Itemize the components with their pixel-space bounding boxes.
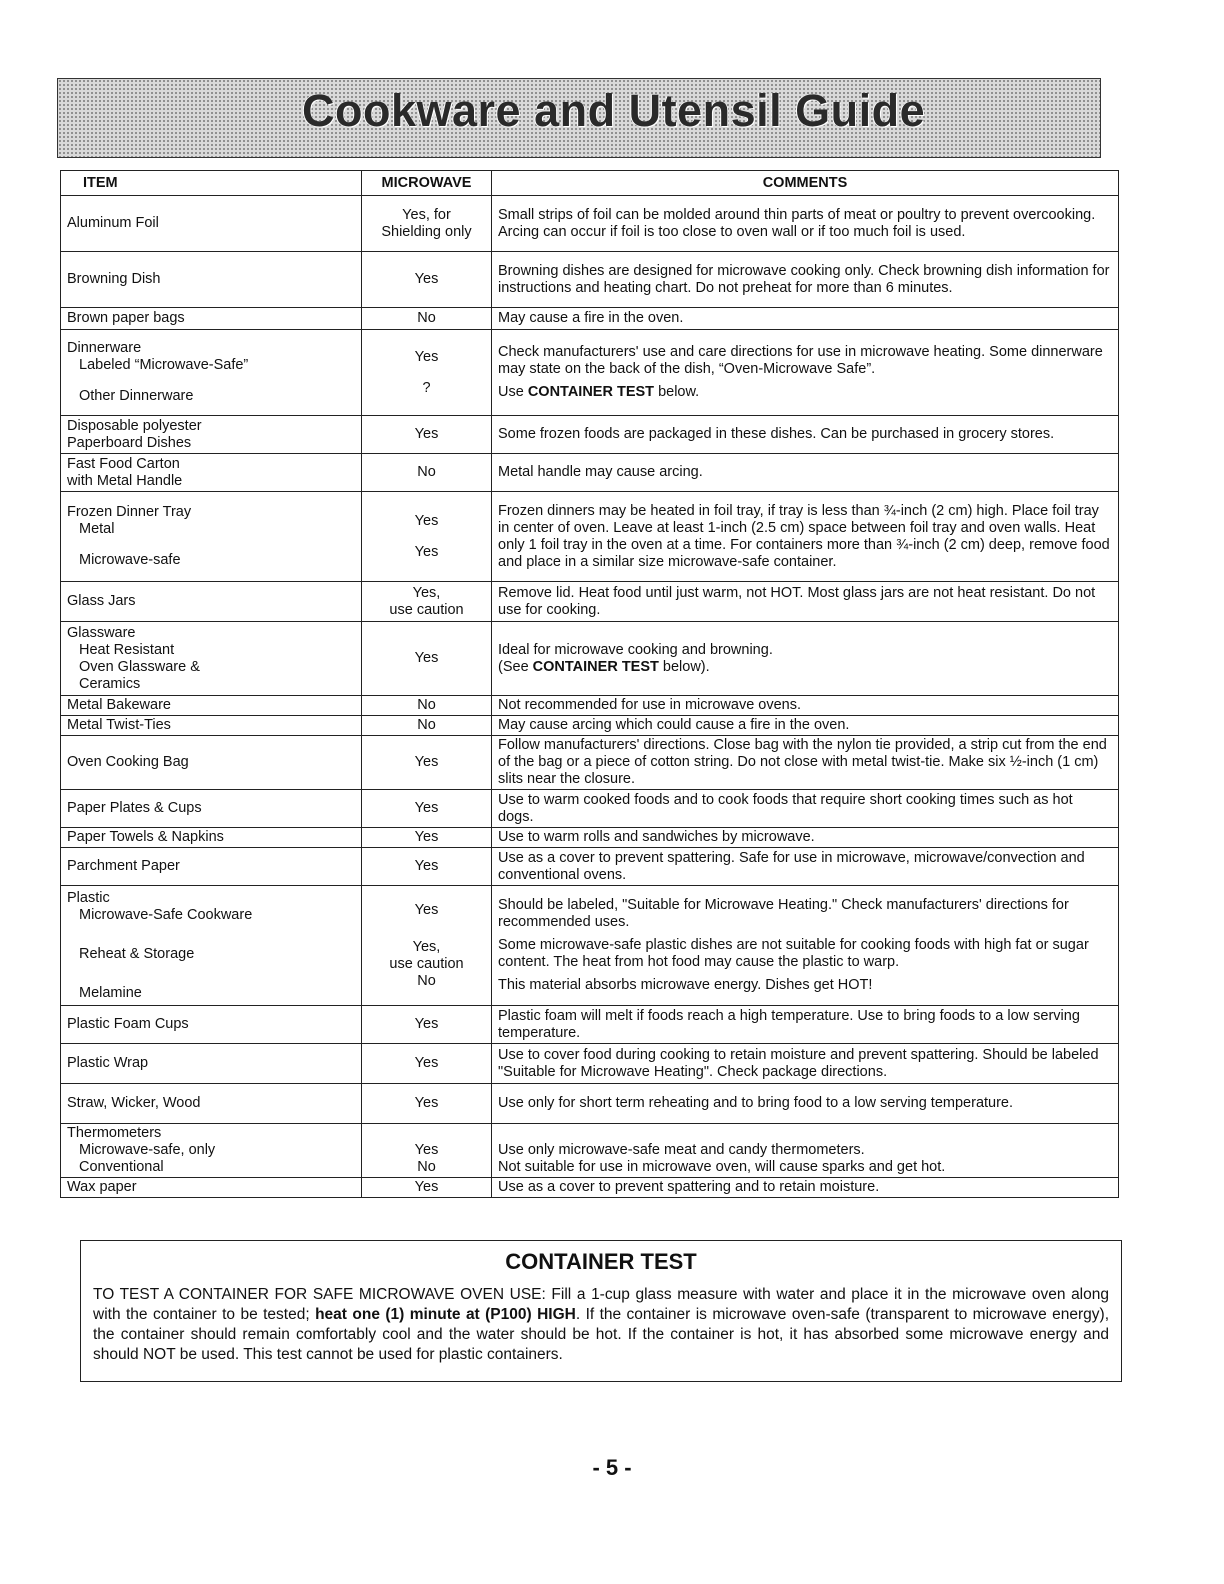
comments-cell: Use as a cover to prevent spattering and to retain moisture. (492, 1178, 1119, 1198)
comments-cell: May cause a fire in the oven. (492, 308, 1119, 330)
comments-cell: Use to warm cooked foods and to cook foods that require short cooking times such as hot dogs. (492, 790, 1119, 828)
table-row (61, 848, 1119, 886)
table-row (61, 790, 1119, 828)
item-cell: Thermometers Microwave-safe, only Conventional (61, 1124, 362, 1178)
comments-cell: Check manufacturers' use and care directions for use in microwave heating. Some dinnerware may state on the back of the dish, “Oven-Microwave Safe”. Use CONTAINER TEST below. (492, 330, 1119, 416)
comments-cell: Use to warm rolls and sandwiches by microwave. (492, 828, 1119, 848)
table-row (61, 308, 1119, 330)
comments-cell: Follow manufacturers' directions. Close bag with the nylon tie provided, a strip cut from the end of the bag or a piece of cotton string. Do not close with metal twist-tie. Make six ½-inch (1 cm) slits near the closure. (492, 736, 1119, 790)
table-row (61, 1178, 1119, 1198)
item-cell: Metal Twist-Ties (61, 716, 362, 736)
item-cell: Paper Towels & Napkins (61, 828, 362, 848)
table-row (61, 828, 1119, 848)
table-row (61, 492, 1119, 582)
item-cell: Fast Food Carton with Metal Handle (61, 454, 362, 492)
item-cell: Browning Dish (61, 252, 362, 308)
container-test-text: TO TEST A CONTAINER FOR SAFE MICROWAVE OVEN USE: Fill a 1-cup glass measure with water and place it in the microwave oven along with the container to be tested; heat one (1) minute at (P100) HIGH. If the container is microwave oven-safe (transparent to microwave energy), the container should remain comfortably cool and the water should be hot. If the container is hot, it has absorbed some microwave energy and should NOT be used. This test cannot be used for plastic containers. (93, 1286, 1110, 1363)
page-number: - 5 - (592, 1455, 632, 1480)
microwave-cell: Yes (362, 416, 492, 454)
table-row (61, 196, 1119, 252)
item-cell: Dinnerware Labeled “Microwave-Safe” Other Dinnerware (61, 330, 362, 416)
comments-cell: Remove lid. Heat food until just warm, not HOT. Most glass jars are not heat resistant. Do not use for cooking. (492, 582, 1119, 622)
microwave-cell: Yes (362, 1178, 492, 1198)
container-test-title: CONTAINER TEST (505, 1249, 697, 1274)
comments-cell: Use as a cover to prevent spattering. Safe for use in microwave, microwave/convection and conventional ovens. (492, 848, 1119, 886)
microwave-cell: Yes, use caution (362, 582, 492, 622)
comments-cell: May cause arcing which could cause a fire in the oven. (492, 716, 1119, 736)
header-microwave: MICROWAVE (362, 171, 492, 196)
microwave-cell: No (362, 716, 492, 736)
microwave-cell: Yes (362, 1006, 492, 1044)
item-cell: Frozen Dinner Tray Metal Microwave-safe (61, 492, 362, 582)
table-row (61, 716, 1119, 736)
microwave-cell: Yes (362, 1084, 492, 1124)
microwave-cell: Yes (362, 736, 492, 790)
item-cell: Plastic Wrap (61, 1044, 362, 1084)
comments-cell: Some frozen foods are packaged in these dishes. Can be purchased in grocery stores. (492, 416, 1119, 454)
microwave-cell: No (362, 454, 492, 492)
comments-cell: Not recommended for use in microwave ovens. (492, 696, 1119, 716)
microwave-cell: Yes ? (362, 330, 492, 416)
microwave-cell: Yes (362, 848, 492, 886)
header-item: ITEM (61, 171, 362, 196)
microwave-cell: Yes (362, 828, 492, 848)
table-row (61, 252, 1119, 308)
microwave-cell: Yes, for Shielding only (362, 196, 492, 252)
table-row (61, 622, 1119, 696)
comments-cell: Frozen dinners may be heated in foil tray, if tray is less than ¾-inch (2 cm) high. Place foil tray in center of oven. Leave at least 1-inch (2.5 cm) space between foil tray and oven walls. Heat only 1 foil tray in the oven at a time. For containers more than ¾-inch (2 cm) deep, remove food and place in a similar size microwave-safe container. (492, 492, 1119, 582)
comments-cell: Small strips of foil can be molded around thin parts of meat or poultry to prevent overcooking. Arcing can occur if foil is too close to oven wall or if too much foil is used. (492, 196, 1119, 252)
microwave-cell: Yes (362, 1044, 492, 1084)
microwave-cell: Yes (362, 252, 492, 308)
container-test-box (80, 1240, 1122, 1382)
microwave-cell: Yes Yes, use caution No (362, 886, 492, 1006)
comments-cell: Use to cover food during cooking to retain moisture and prevent spattering. Should be labeled "Suitable for Microwave Heating". Check package directions. (492, 1044, 1119, 1084)
comments-cell: Use only for short term reheating and to bring food to a low serving temperature. (492, 1084, 1119, 1124)
table-row (61, 1044, 1119, 1084)
item-cell: Parchment Paper (61, 848, 362, 886)
table-row (61, 886, 1119, 1006)
item-cell: Disposable polyester Paperboard Dishes (61, 416, 362, 454)
table-row (61, 696, 1119, 716)
item-cell: Aluminum Foil (61, 196, 362, 252)
table-row (61, 330, 1119, 416)
table-header-row (61, 171, 1119, 196)
comments-cell: Metal handle may cause arcing. (492, 454, 1119, 492)
page-title: Cookware and Utensil Guide (302, 85, 926, 136)
microwave-cell: No (362, 308, 492, 330)
table-row (61, 582, 1119, 622)
table-row (61, 454, 1119, 492)
comments-cell: Use only microwave-safe meat and candy thermometers. Not suitable for use in microwave oven, will cause sparks and get hot. (492, 1124, 1119, 1178)
table-row (61, 1006, 1119, 1044)
table-row (61, 416, 1119, 454)
microwave-cell: Yes No (362, 1124, 492, 1178)
item-cell: Plastic Foam Cups (61, 1006, 362, 1044)
item-cell: Metal Bakeware (61, 696, 362, 716)
table-row (61, 736, 1119, 790)
microwave-cell: Yes (362, 622, 492, 696)
item-cell: Glassware Heat Resistant Oven Glassware & Ceramics (61, 622, 362, 696)
title-banner (57, 78, 1101, 158)
item-cell: Paper Plates & Cups (61, 790, 362, 828)
microwave-cell: No (362, 696, 492, 716)
header-comments: COMMENTS (492, 171, 1119, 196)
comments-cell: Browning dishes are designed for microwave cooking only. Check browning dish information for instructions and heating chart. Do not preheat for more than 6 minutes. (492, 252, 1119, 308)
microwave-cell: Yes Yes (362, 492, 492, 582)
comments-cell: Should be labeled, "Suitable for Microwave Heating." Check manufacturers' directions for recommended uses. Some microwave-safe plastic dishes are not suitable for cooking foods with high fat or sugar content. The heat from hot food may cause the plastic to warp. This material absorbs microwave energy. Dishes get HOT! (492, 886, 1119, 1006)
item-cell: Wax paper (61, 1178, 362, 1198)
item-cell: Oven Cooking Bag (61, 736, 362, 790)
comments-cell: Plastic foam will melt if foods reach a high temperature. Use to bring foods to a low serving temperature. (492, 1006, 1119, 1044)
item-cell: Brown paper bags (61, 308, 362, 330)
comments-cell: Ideal for microwave cooking and browning. (See CONTAINER TEST below). (492, 622, 1119, 696)
microwave-cell: Yes (362, 790, 492, 828)
table-row (61, 1124, 1119, 1178)
item-cell: Glass Jars (61, 582, 362, 622)
table-row (61, 1084, 1119, 1124)
item-cell: Straw, Wicker, Wood (61, 1084, 362, 1124)
cookware-table (60, 170, 1119, 1198)
item-cell: Plastic Microwave-Safe Cookware Reheat & Storage Melamine (61, 886, 362, 1006)
